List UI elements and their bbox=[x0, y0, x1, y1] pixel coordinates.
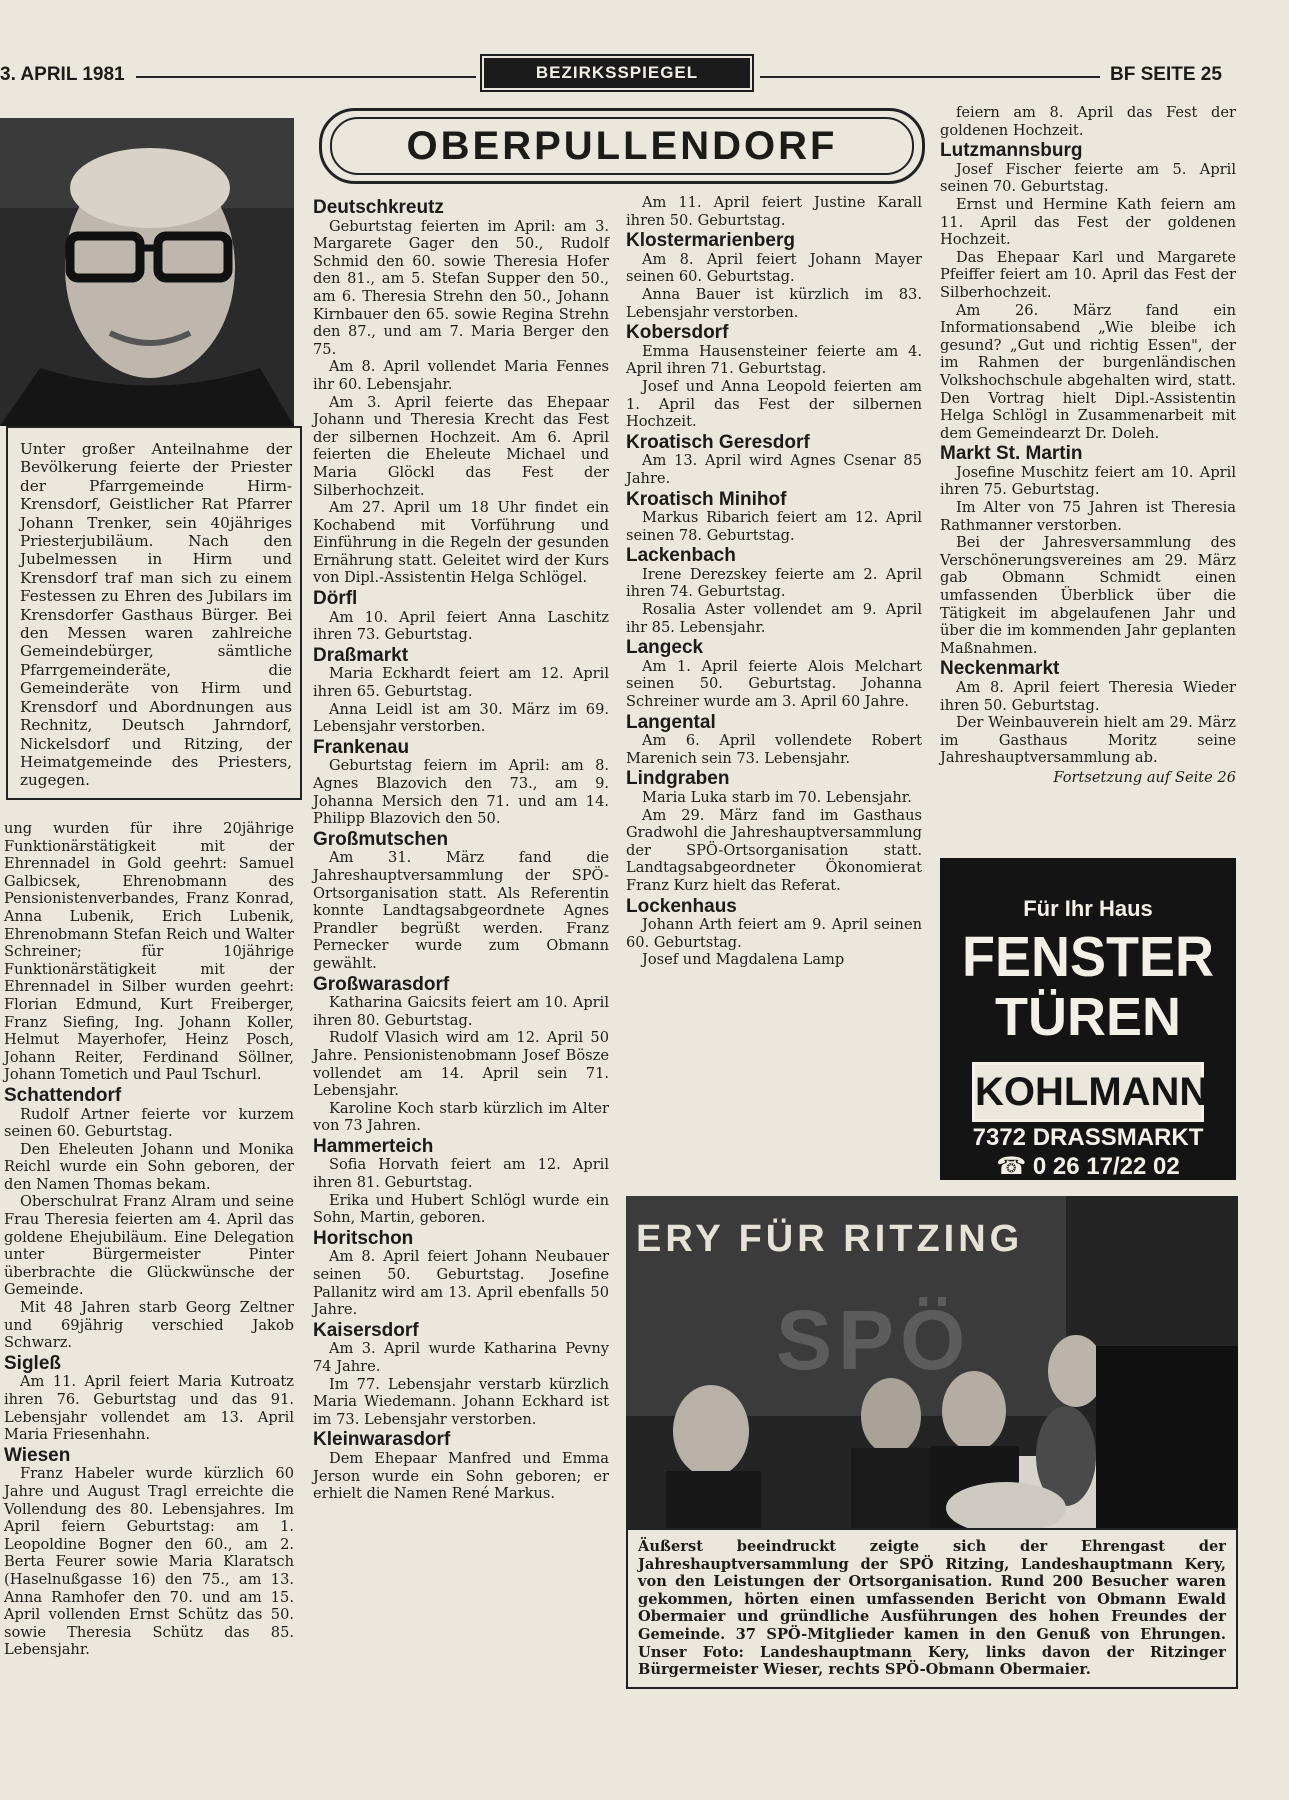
continuation-note: Fortsetzung auf Seite 26 bbox=[1053, 768, 1236, 786]
article-frankenau bbox=[313, 736, 609, 828]
article-paragraph: Am 1. April feierte Alois Melchart seinen 50. Geburtstag. Johanna Schreiner wurde am 3. April 60 Jahre. bbox=[626, 657, 922, 711]
article-heading: Kleinwarasdorf bbox=[313, 1429, 451, 1451]
article-paragraph: Am 8. April feiert Johann Neubauer seinen 50. Geburtstag. Josefine Pallanitz wird am 13. April ebenfalls 50 Jahre. bbox=[313, 1248, 609, 1319]
article-paragraph: Am 11. April feiert Justine Karall ihren 50. Geburtstag. bbox=[626, 194, 922, 229]
article-paragraph: Das Ehepaar Karl und Margarete Pfeiffer feiert am 10. April das Fest der Silberhochzeit. bbox=[940, 248, 1236, 301]
article-paragraph: Am 8. April feiert Johann Mayer seinen 60. Geburtstag. bbox=[626, 250, 922, 286]
article-kaisersdorf bbox=[313, 1319, 609, 1429]
article-wiesen bbox=[4, 1444, 294, 1659]
article-paragraph: Am 27. April um 18 Uhr findet ein Kochabend mit Vorführung und Einführung in die Regeln der gesunden Ernährung statt. Geleitet wird der Kurs von Dipl.-Assistentin Helga Schlögel. bbox=[313, 499, 609, 587]
meeting-photo bbox=[626, 1196, 1238, 1528]
article-paragraph: feiern am 8. April das Fest der goldenen Hochzeit. bbox=[940, 104, 1236, 139]
middle-column bbox=[313, 196, 609, 1503]
article-großwarasdorf bbox=[313, 973, 609, 1135]
article-heading: Schattendorf bbox=[4, 1084, 122, 1106]
party-logo-text: SPÖ bbox=[776, 1293, 972, 1387]
left-column bbox=[4, 820, 294, 1659]
article-paragraph: Am 8. April vollendet Maria Fennes ihr 60. Lebensjahr. bbox=[313, 358, 609, 393]
continued-text: ung wurden für ihre 20jährige Funktionärstätigkeit mit der Ehrennadel in Gold geehrt: Samuel Galbicsek, Ehrenobmann des Pensionistenverbandes, Franz Konrad, Anna Lubenik, Erich Lubenik, Ehrenobmann Stefan Reich und Walter Schreiner; für 10jährige Funktionärstätigkeit mit der Ehrennadel in Silber wurden geehrt: Florian Edmund, Kurt Freiberger, Franz Siefing, Ing. Johann Koller, Helmut Mayerhofer, Heinz Posch, Johann Reiter, Ferdinand Söllner, Johann Tometich und Paul Tschurl. bbox=[4, 820, 294, 1084]
article-lindgraben bbox=[626, 770, 922, 894]
article-paragraph: Irene Derezskey feierte am 2. April ihren 74. Geburtstag. bbox=[626, 565, 922, 601]
article-horitschon bbox=[313, 1227, 609, 1319]
article-continued bbox=[626, 194, 922, 229]
region-title: OBERPULLENDORF bbox=[330, 117, 914, 175]
article-paragraph: Josef und Magdalena Lamp bbox=[642, 951, 845, 969]
article-paragraph: Rudolf Artner feierte vor kurzem seinen 60. Geburtstag. bbox=[4, 1105, 294, 1141]
article-draßmarkt bbox=[313, 644, 609, 736]
page-number: BF SEITE 25 bbox=[1110, 64, 1222, 85]
header-rule-right bbox=[760, 76, 1100, 78]
header-rule-left bbox=[136, 76, 476, 78]
article-paragraph: Geburtstag feiern im April: am 8. Agnes Blazovich den 73., am 9. Johanna Mersich den 71. und am 14. Philipp Blazovich den 50. bbox=[313, 757, 609, 828]
article-deutschkreutz bbox=[313, 199, 609, 587]
article-paragraph: Josefine Muschitz feiert am 10. April ihren 75. Geburtstag. bbox=[940, 463, 1236, 499]
article-heading: Kroatisch Minihof bbox=[626, 488, 787, 510]
article-paragraph: Rosalia Aster vollendet am 9. April ihr 85. Lebensjahr. bbox=[626, 601, 922, 636]
ad-company: KOHLMANN bbox=[972, 1062, 1204, 1122]
article-paragraph: Am 13. April wird Agnes Csenar 85 Jahre. bbox=[626, 452, 922, 487]
ad-tagline: Für Ihr Haus bbox=[1023, 896, 1153, 921]
article-paragraph: Am 6. April vollendete Robert Marenich sein 73. Lebensjahr. bbox=[626, 732, 922, 767]
ad-phone: ☎ 0 26 17/22 02 bbox=[996, 1153, 1180, 1180]
article-heading: Dörfl bbox=[313, 588, 358, 610]
article-heading: Lackenbach bbox=[626, 545, 736, 567]
article-paragraph: Am 11. April feiert Maria Kutroatz ihren 76. Geburtstag und das 91. Lebensjahr vollendet am 13. April Maria Friesenhahn. bbox=[4, 1373, 294, 1444]
article-neckenmarkt bbox=[940, 660, 1236, 767]
article-lutzmannsburg bbox=[940, 142, 1236, 442]
article-heading: Neckenmarkt bbox=[940, 658, 1060, 680]
article-heading: Hammerteich bbox=[313, 1135, 434, 1157]
ad-line-fenster: FENSTER bbox=[961, 925, 1215, 989]
article-paragraph: Oberschulrat Franz Alram und seine Frau Theresia feierten am 4. April das goldene Ehejubiläum. Eine Delegation unter Bürgermeister Pinter überbrachte die Glückwünsche der Gemeinde. bbox=[4, 1193, 294, 1299]
article-paragraph: Karoline Koch starb kürzlich im Alter von 73 Jahren. bbox=[313, 1099, 609, 1135]
article-paragraph: Franz Habeler wurde kürzlich 60 Jahre und August Tragl erreichte die Vollendung des 80. Lebensjahres. Im April feiern Geburtstag: am 1. Leopoldine Bogner den 60., am 2. Berta Feurer sowie Maria Klaratsch (Haselnußgasse 16) den 75., am 13. Anna Ramhofer den 70. und am 15. April vollenden Ernst Schütz das 50. sowie Theresia Schütz das 85. Lebensjahr. bbox=[4, 1465, 294, 1659]
article-klostermarienberg bbox=[626, 232, 922, 321]
article-heading: Sigleß bbox=[4, 1352, 62, 1374]
article-paragraph: Josef und Anna Leopold feierten am 1. April das Fest der silbernen Hochzeit. bbox=[626, 377, 922, 431]
left-sections bbox=[4, 1084, 294, 1659]
article-paragraph: Am 31. März fand die Jahreshauptversammlung der SPÖ-Ortsorganisation statt. Als Referentin konnte Landtagsabgeordnete Agnes Prandler begrüßt werden. Franz Pernecker wurde zum Obmann gewählt. bbox=[313, 849, 609, 972]
issue-date: 3. APRIL 1981 bbox=[0, 64, 125, 85]
article-heading: Lockenhaus bbox=[626, 895, 737, 917]
article-großmutschen bbox=[313, 828, 609, 973]
banner-text: ERY FÜR RITZING bbox=[636, 1218, 1024, 1260]
article-paragraph: Johann Arth feiert am 9. April seinen 60. Geburtstag. bbox=[626, 916, 922, 951]
article-paragraph: Anna Leidl ist am 30. März im 69. Lebensjahr verstorben. bbox=[313, 700, 609, 736]
fourth-column bbox=[940, 104, 1236, 787]
article-paragraph: Geburtstag feierten im April: am 3. Margarete Gager den 50., Rudolf Schmid den 60. sowie Theresia Hofer den 81., am 5. Stefan Supper den 50., am 6. Theresia Strehn den 50., Johann Kirnbauer den 65. sowie Regina Strehn den 87., und am 7. Maria Berger den 75. bbox=[313, 217, 609, 358]
region-title-frame bbox=[319, 108, 925, 184]
article-paragraph: Am 3. April feierte das Ehepaar Johann und Theresia Krecht das Fest der silbernen Hochzeit. Am 6. April feierten die Eheleute Michael und Maria Glöckl das Fest der Silberhochzeit. bbox=[313, 393, 609, 499]
article-markt-st-martin bbox=[940, 445, 1236, 657]
article-paragraph: Maria Eckhardt feiert am 12. April ihren 65. Geburtstag. bbox=[313, 665, 609, 701]
article-paragraph: Am 10. April feiert Anna Laschitz ihren 73. Geburtstag. bbox=[313, 608, 609, 644]
article-heading: Klostermarienberg bbox=[626, 230, 795, 252]
article-heading: Wiesen bbox=[4, 1444, 71, 1466]
article-heading: Horitschon bbox=[313, 1227, 414, 1249]
article-heading: Kobersdorf bbox=[626, 322, 729, 344]
article-lockenhaus bbox=[626, 895, 922, 969]
advertisement bbox=[940, 858, 1236, 1180]
article-heading: Großmutschen bbox=[313, 828, 449, 850]
article-hammerteich bbox=[313, 1135, 609, 1227]
article-paragraph: Am 8. April feiert Theresia Wieder ihren 50. Geburtstag. bbox=[940, 679, 1236, 714]
article-heading: Langental bbox=[626, 711, 716, 733]
article-heading: Draßmarkt bbox=[313, 644, 409, 666]
article-paragraph: Maria Luka starb im 70. Lebensjahr. bbox=[642, 789, 912, 806]
article-dörfl bbox=[313, 590, 609, 644]
article-kroatisch-minihof bbox=[626, 488, 922, 545]
article-heading: Lindgraben bbox=[626, 768, 730, 790]
article-paragraph: Bei der Jahresversammlung des Verschönerungsvereines am 29. März gab Obmann Schmidt einen umfassenden Überblick über die Tätigkeit im abgelaufenen Jahr und über die im kommenden Jahr geplanten Maßnahmen. bbox=[940, 534, 1236, 657]
article-langental bbox=[626, 711, 922, 768]
article-lackenbach bbox=[626, 547, 922, 636]
article-paragraph: Rudolf Vlasich wird am 12. April 50 Jahre. Pensionistenobmann Josef Bösze vollendet am 14. April sein 71. Lebensjahr. bbox=[313, 1029, 609, 1100]
article-paragraph: Im 77. Lebensjahr verstarb kürzlich Maria Wiedemann. Johann Eckhard ist im 73. Lebensjahr verstorben. bbox=[313, 1375, 609, 1428]
article-langeck bbox=[626, 639, 922, 710]
article-paragraph: Josef Fischer feierte am 5. April seinen 70. Geburtstag. bbox=[940, 160, 1236, 196]
article-paragraph: Markus Ribarich feiert am 12. April seinen 78. Geburtstag. bbox=[626, 509, 922, 544]
article-paragraph: Im Alter von 75 Jahren ist Theresia Rathmanner verstorben. bbox=[940, 499, 1236, 534]
article-paragraph: Am 3. April wurde Katharina Pevny 74 Jahre. bbox=[313, 1340, 609, 1375]
article-paragraph: Ernst und Hermine Kath feiern am 11. April das Fest der goldenen Hochzeit. bbox=[940, 195, 1236, 249]
article-heading: Lutzmannsburg bbox=[940, 140, 1083, 162]
article-heading: Kroatisch Geresdorf bbox=[626, 431, 810, 453]
article-heading: Markt St. Martin bbox=[940, 443, 1083, 465]
article-paragraph: Der Weinbauverein hielt am 29. März im Gasthaus Moritz seine Jahreshauptversammlung ab. bbox=[940, 714, 1236, 767]
article-schattendorf bbox=[4, 1084, 294, 1352]
article-paragraph: Dem Ehepaar Manfred und Emma Jerson wurde ein Sohn geboren; er erhielt die Namen René Markus. bbox=[313, 1449, 609, 1503]
article-kobersdorf bbox=[626, 324, 922, 431]
article-paragraph: Erika und Hubert Schlögl wurde ein Sohn, Martin, geboren. bbox=[313, 1191, 609, 1227]
article-heading: Frankenau bbox=[313, 736, 410, 758]
third-column bbox=[626, 194, 922, 969]
article-paragraph: Am 26. März fand ein Informationsabend „Wie bleibe ich gesund? „Gut und richtig Essen", der im Rahmen der burgenländischen Volkshochschule abgehalten wird, statt. Den Vortrag hielt Dipl.-Assistentin Helga Schlögl in Zusammenarbeit mit dem Gemeindearzt Dr. Doleh. bbox=[940, 301, 1236, 442]
article-paragraph: Anna Bauer ist kürzlich im 83. Lebensjahr verstorben. bbox=[626, 285, 922, 321]
article-sigleß bbox=[4, 1352, 294, 1444]
meeting-caption: Äußerst beeindruckt zeigte sich der Ehrengast der Jahreshauptversammlung der SPÖ Ritzing, Landeshauptmann Kery, von den Leistungen der Ortsorganisation. Rund 200 Besucher waren gekommen, hörten einen umfassenden Bericht von Obmann Ewald Obermaier und gründliche Ausführungen des hohen Freundes der Gemeinde. 37 SPÖ-Mitglieder kamen in den Genuß von Ehrungen. Unser Foto: Landeshauptmann Kery, links davon der Ritzinger Bürgermeister Wieser, rechts SPÖ-Obmann Obermaier. bbox=[626, 1528, 1238, 1689]
ad-address: 7372 DRASSMARKT bbox=[972, 1124, 1204, 1151]
portrait-photo bbox=[0, 118, 294, 426]
article-paragraph: Katharina Gaicsits feiert am 10. April ihren 80. Geburtstag. bbox=[313, 994, 609, 1029]
ad-line-tueren: TÜREN bbox=[995, 987, 1181, 1047]
article-paragraph: Emma Hausensteiner feierte am 4. April ihren 71. Geburtstag. bbox=[626, 342, 922, 378]
article-paragraph: Am 29. März fand im Gasthaus Gradwohl die Jahreshauptversammlung der SPÖ-Ortsorganisation statt. Landtagsabgeordneter Ökonomierat Franz Kurz hielt das Referat. bbox=[626, 806, 922, 894]
section-label: BEZIRKSSPIEGEL bbox=[484, 58, 750, 88]
article-paragraph: Den Eheleuten Johann und Monika Reichl wurde ein Sohn geboren, der den Namen Thomas bekam. bbox=[4, 1140, 294, 1193]
article-kleinwarasdorf bbox=[313, 1431, 609, 1502]
article-heading: Kaisersdorf bbox=[313, 1319, 419, 1341]
article-heading: Großwarasdorf bbox=[313, 973, 450, 995]
article-paragraph: Mit 48 Jahren starb Georg Zeltner und 69jährig verschied Jakob Schwarz. bbox=[4, 1299, 294, 1352]
article-kroatisch-geresdorf bbox=[626, 431, 922, 488]
portrait-caption: Unter großer Anteilnahme der Bevölkerung feierte der Priester der Pfarrgemeinde Hirm-Krensdorf, Geistlicher Rat Pfarrer Johann Trenker, sein 40jähriges Priesterjubiläum. Nach den Jubelmessen in Hirm und Krensdorf traf man sich zu einem Festessen zu Ehren des Jubilars im Krensdorfer Gasthaus Bürger. Bei den Messen waren zahlreiche Gemeindebürger, sämtliche Pfarrgemeinderäte, die Gemeinderäte von Hirm und Krensdorf und Abordnungen aus Rechnitz, Deutsch Jahrndorf, Nickelsdorf und Ritzing, der Heimatgemeinde des Priesters, zugegen. bbox=[6, 426, 302, 800]
article-heading: Deutschkreutz bbox=[313, 197, 444, 218]
article-heading: Langeck bbox=[626, 637, 704, 659]
article-continued bbox=[940, 104, 1236, 139]
article-paragraph: Sofia Horvath feiert am 12. April ihren 81. Geburtstag. bbox=[313, 1156, 609, 1192]
